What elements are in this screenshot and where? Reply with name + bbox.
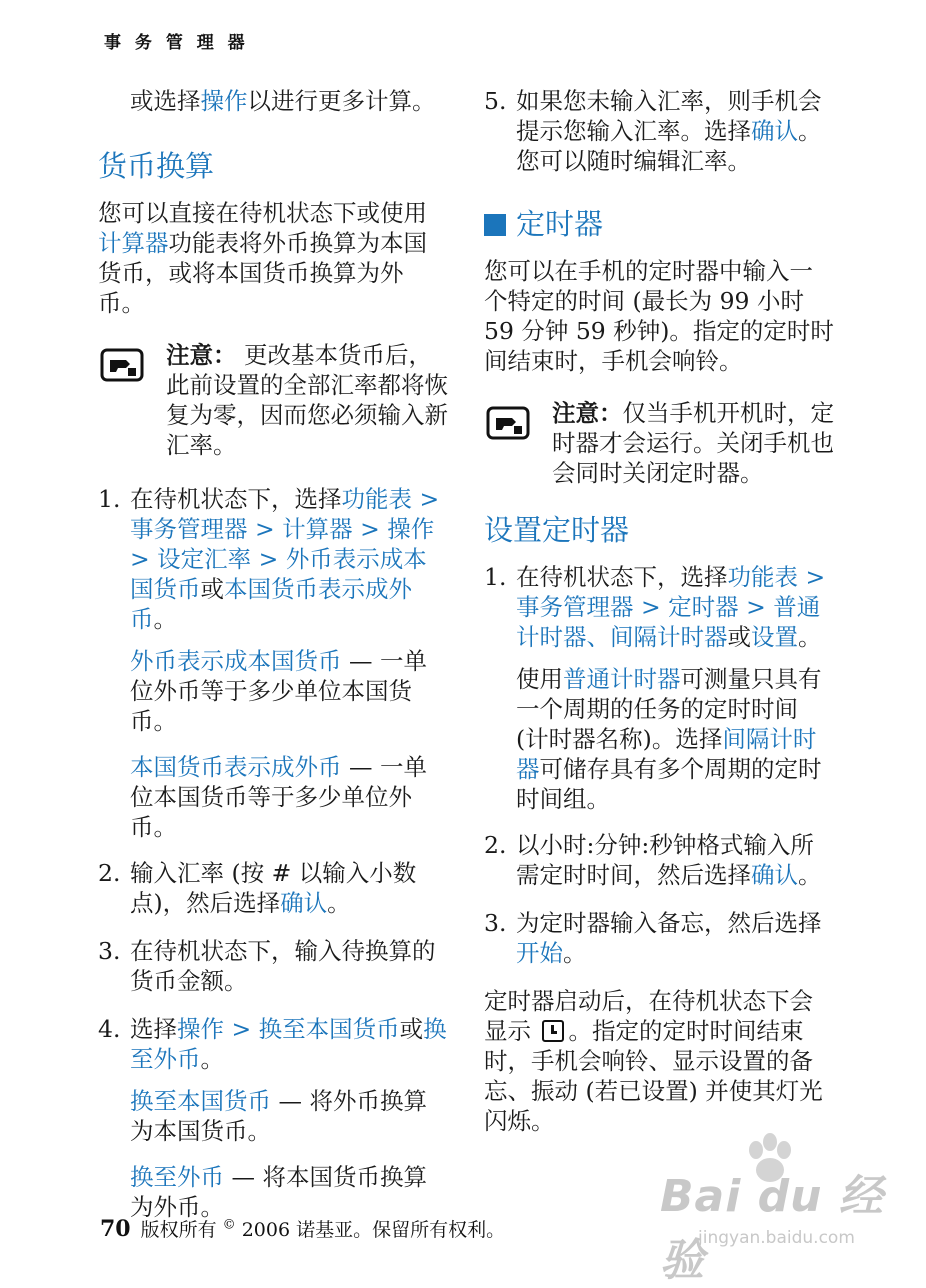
watermark-url: jingyan.baidu.com bbox=[698, 1228, 855, 1248]
separator: > bbox=[738, 593, 774, 621]
list-item bbox=[98, 1014, 450, 1074]
link: 本国货币表示成外币 bbox=[130, 753, 342, 781]
separator: > bbox=[247, 515, 283, 543]
list-item bbox=[98, 858, 450, 918]
link: 计算器 bbox=[282, 515, 353, 543]
section-heading-currency: 货币换算 bbox=[98, 149, 215, 183]
text: 选择 bbox=[130, 1015, 177, 1043]
link: 换至外币 bbox=[130, 1015, 447, 1073]
text: 或 bbox=[200, 575, 224, 603]
link: 定时器 bbox=[668, 593, 739, 621]
separator: > bbox=[130, 545, 158, 573]
separator: > bbox=[251, 545, 286, 573]
sub-paragraph bbox=[98, 752, 450, 842]
step-number: 2. bbox=[484, 831, 507, 859]
link: 外币表示成本国货币 bbox=[130, 647, 342, 675]
note-text bbox=[552, 398, 836, 488]
link: 外币表示成本国货币 bbox=[130, 545, 427, 603]
link: 普通计时器 bbox=[516, 593, 821, 651]
text: 。 bbox=[200, 1045, 224, 1073]
note-block bbox=[484, 398, 836, 488]
note-hand-icon bbox=[486, 404, 530, 442]
link: 间隔计时器 bbox=[610, 623, 728, 651]
link-calculator: 计算器 bbox=[98, 229, 169, 257]
link: 换至本国货币 bbox=[258, 1015, 400, 1043]
text: 输入汇率 (按 # 以输入小数点)，然后选择 bbox=[130, 859, 417, 917]
text: 可测量只具有一个周期的任务的定时时间 (计时器名称)。选择 bbox=[516, 665, 822, 753]
running-header: 事 务 管 理 器 bbox=[104, 33, 249, 53]
text: 功能表将外币换算为本国货币，或将本国货币换算为外币。 bbox=[98, 229, 427, 317]
timer-intro-paragraph: 您可以在手机的定时器中输入一个特定的时间 (最长为 99 小时 59 分钟 59 秒钟)。指定的定时时间结束时，手机会响铃。 bbox=[484, 257, 834, 375]
text: 为定时器输入备忘，然后选择 bbox=[516, 909, 822, 937]
text: 2006 诺基亚。保留所有权利。 bbox=[235, 1219, 506, 1241]
link: 功能表 bbox=[727, 563, 798, 591]
step-number: 3. bbox=[484, 909, 507, 937]
text: 。 bbox=[798, 623, 822, 651]
text: 定时器启动后，在待机状态下会显示 bbox=[484, 987, 813, 1045]
text: 以进行更多计算。 bbox=[247, 87, 436, 115]
sub-paragraph bbox=[484, 664, 836, 814]
link: 操作 bbox=[387, 515, 435, 543]
intro-paragraph bbox=[98, 86, 450, 116]
sub-paragraph bbox=[98, 1162, 450, 1222]
list-item bbox=[98, 936, 450, 996]
step-number: 4. bbox=[98, 1015, 121, 1043]
step-number: 2. bbox=[98, 859, 121, 887]
note-block bbox=[98, 340, 450, 460]
step-number: 1. bbox=[484, 563, 507, 591]
text: 或 bbox=[727, 623, 751, 651]
copyright-symbol: © bbox=[222, 1217, 236, 1233]
right-column bbox=[484, 86, 836, 1158]
separator: > bbox=[798, 563, 826, 591]
link: 间隔计时器 bbox=[516, 725, 817, 783]
text: — 将外币换算为本国货币。 bbox=[130, 1087, 427, 1145]
text: 版权所有 bbox=[140, 1219, 223, 1241]
currency-intro-paragraph bbox=[98, 198, 450, 318]
text: 使用 bbox=[516, 665, 563, 693]
text: 。 bbox=[153, 605, 177, 633]
baidu-watermark bbox=[660, 1130, 910, 1286]
text: 在待机状态下，选择 bbox=[130, 485, 342, 513]
text: 。指定的定时时间结束时，手机会响铃、显示设置的备忘、振动 (若已设置) 并使其灯光闪烁。 bbox=[484, 1017, 823, 1135]
text: 如果您未输入汇率，则手机会提示您输入汇率。选择 bbox=[516, 87, 822, 145]
text: 以小时:分钟:秒钟格式输入所需定时时间，然后选择 bbox=[516, 831, 814, 889]
list-item bbox=[484, 86, 836, 176]
sub-paragraph bbox=[98, 646, 450, 736]
link: 确认 bbox=[280, 889, 328, 917]
heading-text: 定时器 bbox=[516, 207, 604, 241]
text: 。 bbox=[798, 861, 822, 889]
link: 设定汇率 bbox=[157, 545, 252, 573]
separator: > bbox=[224, 1015, 259, 1043]
list-item bbox=[484, 562, 836, 652]
text: 在待机状态下，选择 bbox=[516, 563, 728, 591]
link: 换至本国货币 bbox=[130, 1087, 271, 1115]
timer-indicator-icon bbox=[542, 1020, 564, 1042]
text: 。 bbox=[327, 889, 351, 917]
link: 操作 bbox=[177, 1015, 224, 1043]
text: 或选择 bbox=[130, 87, 201, 115]
separator: > bbox=[633, 593, 669, 621]
text: 在待机状态下，输入待换算的货币金额。 bbox=[130, 937, 436, 995]
text: 仅当手机开机时，定时器才会运行。关闭手机也会同时关闭定时器。 bbox=[552, 399, 834, 487]
link: 换至外币 bbox=[130, 1163, 224, 1191]
step-number: 3. bbox=[98, 937, 121, 965]
list-item bbox=[484, 908, 836, 968]
text: 您可以直接在待机状态下或使用 bbox=[98, 199, 427, 227]
link: 事务管理器 bbox=[516, 593, 634, 621]
list-item bbox=[98, 484, 450, 634]
separator: 、 bbox=[586, 623, 610, 651]
text: 可储存具有多个周期的定时时间组。 bbox=[516, 755, 822, 813]
note-label: 注意： bbox=[552, 399, 623, 427]
link: 开始 bbox=[516, 939, 563, 967]
link: 本国货币表示成外币 bbox=[130, 575, 412, 633]
text: — 将本国货币换算为外币。 bbox=[130, 1163, 427, 1221]
text: — 一单位外币等于多少单位本国货币。 bbox=[130, 647, 427, 735]
sub-paragraph bbox=[98, 1086, 450, 1146]
link-options: 操作 bbox=[200, 87, 248, 115]
separator: > bbox=[412, 485, 440, 513]
text: 。 bbox=[563, 939, 587, 967]
page-footer bbox=[100, 1215, 505, 1242]
left-column bbox=[98, 86, 450, 1238]
section-heading-timer bbox=[484, 206, 836, 242]
text: 。您可以随时编辑汇率。 bbox=[516, 117, 822, 175]
link: 功能表 bbox=[341, 485, 412, 513]
link: 确认 bbox=[751, 117, 798, 145]
link: 普通计时器 bbox=[563, 665, 681, 693]
section-heading-set-timer: 设置定时器 bbox=[484, 513, 630, 547]
step-number: 1. bbox=[98, 485, 121, 513]
text: 或 bbox=[399, 1015, 424, 1043]
note-hand-icon bbox=[100, 346, 144, 384]
link: 事务管理器 bbox=[130, 515, 248, 543]
page-number: 70 bbox=[100, 1216, 131, 1242]
link: 设置 bbox=[751, 623, 798, 651]
text: 更改基本货币后，此前设置的全部汇率都将恢复为零，因而您必须输入新汇率。 bbox=[166, 341, 448, 459]
text: — 一单位本国货币等于多少单位外币。 bbox=[130, 753, 427, 841]
watermark-brand: Bai du 经验 bbox=[660, 1171, 884, 1286]
note-label: 注意： bbox=[166, 341, 237, 369]
note-text bbox=[166, 340, 450, 460]
link: 确认 bbox=[751, 861, 798, 889]
list-item bbox=[484, 830, 836, 890]
step-number: 5. bbox=[484, 87, 507, 115]
timer-final-paragraph bbox=[484, 986, 836, 1136]
separator: > bbox=[352, 515, 388, 543]
heading-square-icon bbox=[484, 214, 506, 236]
